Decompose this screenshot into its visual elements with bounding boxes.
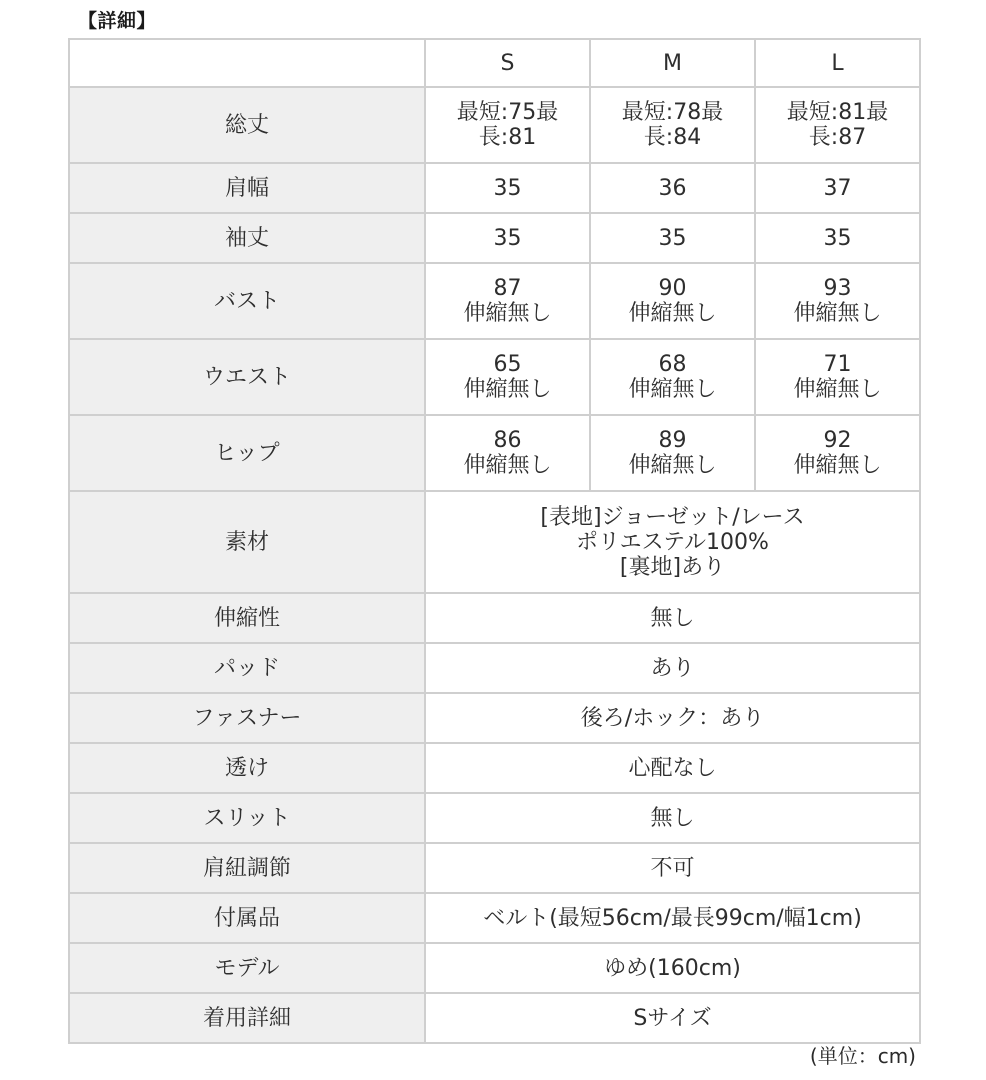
detail-value-cell (425, 893, 920, 943)
size-value-cell (590, 213, 755, 263)
detail-value-cell (425, 643, 920, 693)
detail-row (69, 893, 920, 943)
size-value-cell (425, 163, 590, 213)
row-label: 総丈 (69, 87, 425, 163)
detail-value-cell (425, 843, 920, 893)
cell-line: 87 (493, 276, 522, 301)
row-label: ウエスト (69, 339, 425, 415)
corner-cell (69, 39, 425, 87)
cell-line: 86 (493, 428, 522, 453)
section-heading: 【詳細】 (78, 10, 157, 32)
detail-row (69, 993, 920, 1043)
cell-line: 最短:75最 (456, 100, 559, 125)
row-label: 付属品 (69, 893, 425, 943)
unit-note: (単位：cm) (809, 1044, 916, 1068)
detail-row (69, 793, 920, 843)
cell-line: 36 (658, 175, 687, 201)
cell-line: 35 (493, 225, 522, 251)
size-row (69, 213, 920, 263)
cell-line: 長:87 (808, 125, 867, 150)
size-row (69, 339, 920, 415)
detail-value-cell (425, 793, 920, 843)
cell-line: 不可 (650, 855, 695, 881)
cell-line: 92 (823, 428, 852, 453)
size-spec-table (68, 38, 921, 1044)
cell-line: 35 (823, 225, 852, 251)
size-value-cell (590, 415, 755, 491)
detail-row (69, 693, 920, 743)
cell-line: 伸縮無し (463, 377, 552, 402)
cell-line: 無し (650, 805, 695, 831)
cell-line: 最短:78最 (621, 100, 724, 125)
row-label: パッド (69, 643, 425, 693)
size-value-cell (755, 87, 920, 163)
size-value-cell (425, 213, 590, 263)
size-value-cell (590, 87, 755, 163)
detail-row (69, 743, 920, 793)
cell-line: 35 (493, 175, 522, 201)
detail-row (69, 843, 920, 893)
size-row (69, 163, 920, 213)
cell-line: 伸縮無し (793, 377, 882, 402)
cell-line: 長:81 (478, 125, 537, 150)
size-row (69, 415, 920, 491)
size-value-cell (755, 263, 920, 339)
size-value-cell (425, 415, 590, 491)
size-value-cell (425, 339, 590, 415)
size-value-cell (590, 263, 755, 339)
row-label: 肩幅 (69, 163, 425, 213)
cell-line: 伸縮無し (628, 377, 717, 402)
detail-value-cell (425, 993, 920, 1043)
detail-value-cell (425, 943, 920, 993)
cell-line: 伸縮無し (463, 301, 552, 326)
detail-row (69, 491, 920, 593)
size-row (69, 263, 920, 339)
cell-line: 伸縮無し (793, 301, 882, 326)
size-value-cell (755, 163, 920, 213)
cell-line: 伸縮無し (628, 301, 717, 326)
row-label: 着用詳細 (69, 993, 425, 1043)
row-label: 伸縮性 (69, 593, 425, 643)
detail-value-cell (425, 693, 920, 743)
cell-line: 長:84 (643, 125, 702, 150)
size-header-l: L (755, 39, 920, 87)
detail-value-cell (425, 743, 920, 793)
row-label: モデル (69, 943, 425, 993)
row-label: バスト (69, 263, 425, 339)
detail-row (69, 593, 920, 643)
cell-line: あり (650, 655, 695, 681)
size-value-cell (425, 263, 590, 339)
cell-line: 伸縮無し (628, 453, 717, 478)
cell-line: 無し (650, 605, 695, 631)
row-label: ヒップ (69, 415, 425, 491)
cell-line: 心配なし (628, 755, 717, 781)
cell-line: ゆめ(160cm) (604, 955, 741, 981)
row-label: 袖丈 (69, 213, 425, 263)
cell-line: [表地]ジョーゼット/レース (540, 504, 805, 530)
size-value-cell (755, 339, 920, 415)
size-row (69, 87, 920, 163)
cell-line: 90 (658, 276, 687, 301)
detail-row (69, 943, 920, 993)
size-header-s: S (425, 39, 590, 87)
cell-line: 68 (658, 352, 687, 377)
cell-line: 伸縮無し (463, 453, 552, 478)
row-label: スリット (69, 793, 425, 843)
cell-line: 伸縮無し (793, 453, 882, 478)
cell-line: 後ろ/ホック：あり (580, 705, 765, 731)
cell-line: 37 (823, 175, 852, 201)
cell-line: 93 (823, 276, 852, 301)
row-label: 素材 (69, 491, 425, 593)
cell-line: ベルト(最短56cm/最長99cm/幅1cm) (483, 905, 862, 931)
size-value-cell (755, 415, 920, 491)
detail-value-cell (425, 593, 920, 643)
detail-row (69, 643, 920, 693)
cell-line: ポリエステル100% (576, 529, 769, 555)
size-value-cell (590, 163, 755, 213)
cell-line: Sサイズ (633, 1005, 712, 1031)
size-value-cell (755, 213, 920, 263)
cell-line: 71 (823, 352, 852, 377)
cell-line: 35 (658, 225, 687, 251)
detail-value-cell (425, 491, 920, 593)
cell-line: [裏地]あり (619, 554, 726, 580)
row-label: 肩紐調節 (69, 843, 425, 893)
row-label: ファスナー (69, 693, 425, 743)
size-value-cell (425, 87, 590, 163)
size-value-cell (590, 339, 755, 415)
cell-line: 65 (493, 352, 522, 377)
cell-line: 最短:81最 (786, 100, 889, 125)
header-row (69, 39, 920, 87)
cell-line: 89 (658, 428, 687, 453)
size-header-m: M (590, 39, 755, 87)
row-label: 透け (69, 743, 425, 793)
